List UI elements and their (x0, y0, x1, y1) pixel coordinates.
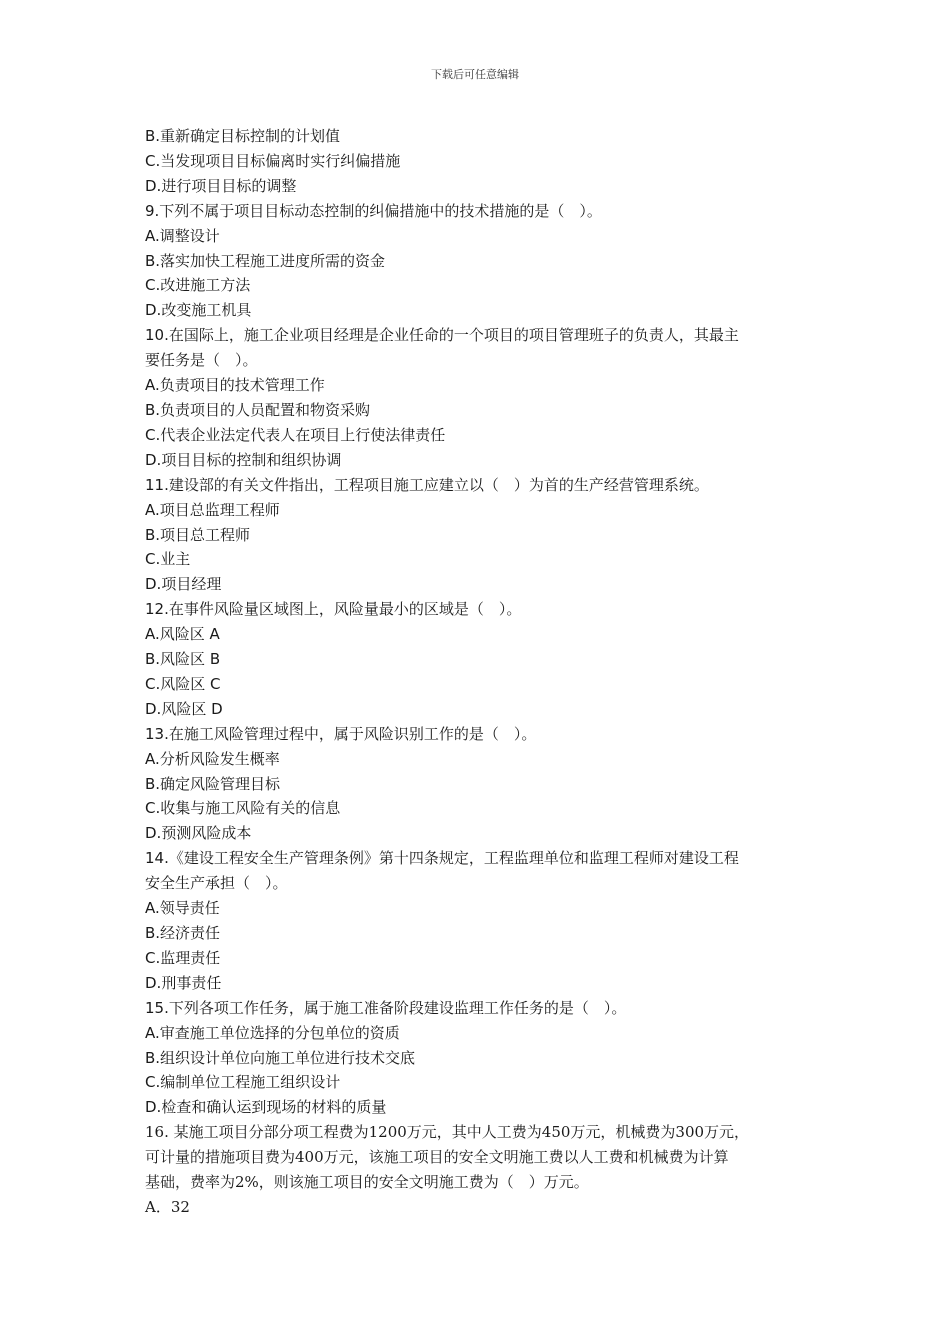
option-line: A.项目总监理工程师 (145, 500, 280, 519)
option-line: D.进行项目目标的调整 (145, 176, 297, 195)
option-line: C.风险区 C (145, 674, 221, 693)
question-11: 11.建设部的有关文件指出，工程项目施工应建立以（ ）为首的生产经营管理系统。 (145, 475, 709, 494)
question-12: 12.在事件风险量区域图上，风险量最小的区域是（ ）。 (145, 600, 522, 619)
option-line: A.风险区 A (145, 625, 220, 644)
question-16: 16. 某施工项目分部分项工程费为1200万元，其中人工费为450万元，机械费为300万元， (145, 1123, 750, 1142)
question-10: 10.在国际上，施工企业项目经理是企业任命的一个项目的项目管理班子的负责人，其最主 (145, 326, 739, 345)
page-header: 下载后可任意编辑 (431, 68, 519, 81)
option-line: D.项目经理 (145, 575, 222, 594)
option-line: D.检查和确认运到现场的材料的质量 (145, 1098, 387, 1117)
option-line: A．32 (145, 1198, 190, 1217)
question-16-cont: 基础，费率为2%，则该施工项目的安全文明施工费为（ ）万元。 (145, 1173, 589, 1192)
option-line: B.经济责任 (145, 924, 221, 942)
question-16-cont: 可计量的措施项目费为400万元，该施工项目的安全文明施工费以人工费和机械费为计算 (145, 1148, 729, 1167)
question-13: 13.在施工风险管理过程中，属于风险识别工作的是（ ）。 (145, 724, 537, 743)
option-line: C.当发现项目目标偏离时实行纠偏措施 (145, 151, 401, 170)
option-line: B.组织设计单位向施工单位进行技术交底 (145, 1048, 416, 1067)
option-line: C.改进施工方法 (145, 276, 251, 295)
option-line: D.风险区 D (145, 699, 223, 718)
option-line: B.落实加快工程施工进度所需的资金 (145, 251, 386, 270)
question-14: 14.《建设工程安全生产管理条例》第十四条规定，工程监理单位和监理工程师对建设工程 (145, 849, 739, 868)
question-14-cont: 安全生产承担（ ）。 (145, 874, 288, 893)
option-line: B.风险区 B (145, 650, 221, 669)
option-line: D.改变施工机具 (145, 301, 252, 320)
question-9: 9.下列不属于项目目标动态控制的纠偏措施中的技术措施的是（ ）。 (145, 201, 602, 220)
option-line: C.收集与施工风险有关的信息 (145, 799, 341, 818)
option-line: B.项目总工程师 (145, 525, 251, 544)
option-line: A.调整设计 (145, 226, 220, 245)
option-line: D.预测风险成本 (145, 824, 252, 843)
option-line: B.负责项目的人员配置和物资采购 (145, 400, 371, 419)
option-line: C.监理责任 (145, 948, 221, 967)
option-line: C.业主 (145, 550, 191, 569)
option-line: B.重新确定目标控制的计划值 (145, 127, 341, 145)
option-line: A.负责项目的技术管理工作 (145, 376, 325, 395)
question-10-cont: 要任务是（ ）。 (145, 351, 258, 370)
document-body (145, 124, 815, 1220)
option-line: C.代表企业法定代表人在项目上行使法律责任 (145, 425, 446, 444)
question-15: 15.下列各项工作任务，属于施工准备阶段建设监理工作任务的是（ ）。 (145, 998, 627, 1017)
option-line: A.审查施工单位选择的分包单位的资质 (145, 1023, 400, 1042)
option-line: C.编制单位工程施工组织设计 (145, 1073, 341, 1092)
option-line: A.领导责任 (145, 899, 220, 918)
option-line: D.项目目标的控制和组织协调 (145, 450, 342, 469)
option-line: A.分析风险发生概率 (145, 749, 280, 768)
option-line: D.刑事责任 (145, 973, 222, 992)
option-line: B.确定风险管理目标 (145, 774, 281, 793)
